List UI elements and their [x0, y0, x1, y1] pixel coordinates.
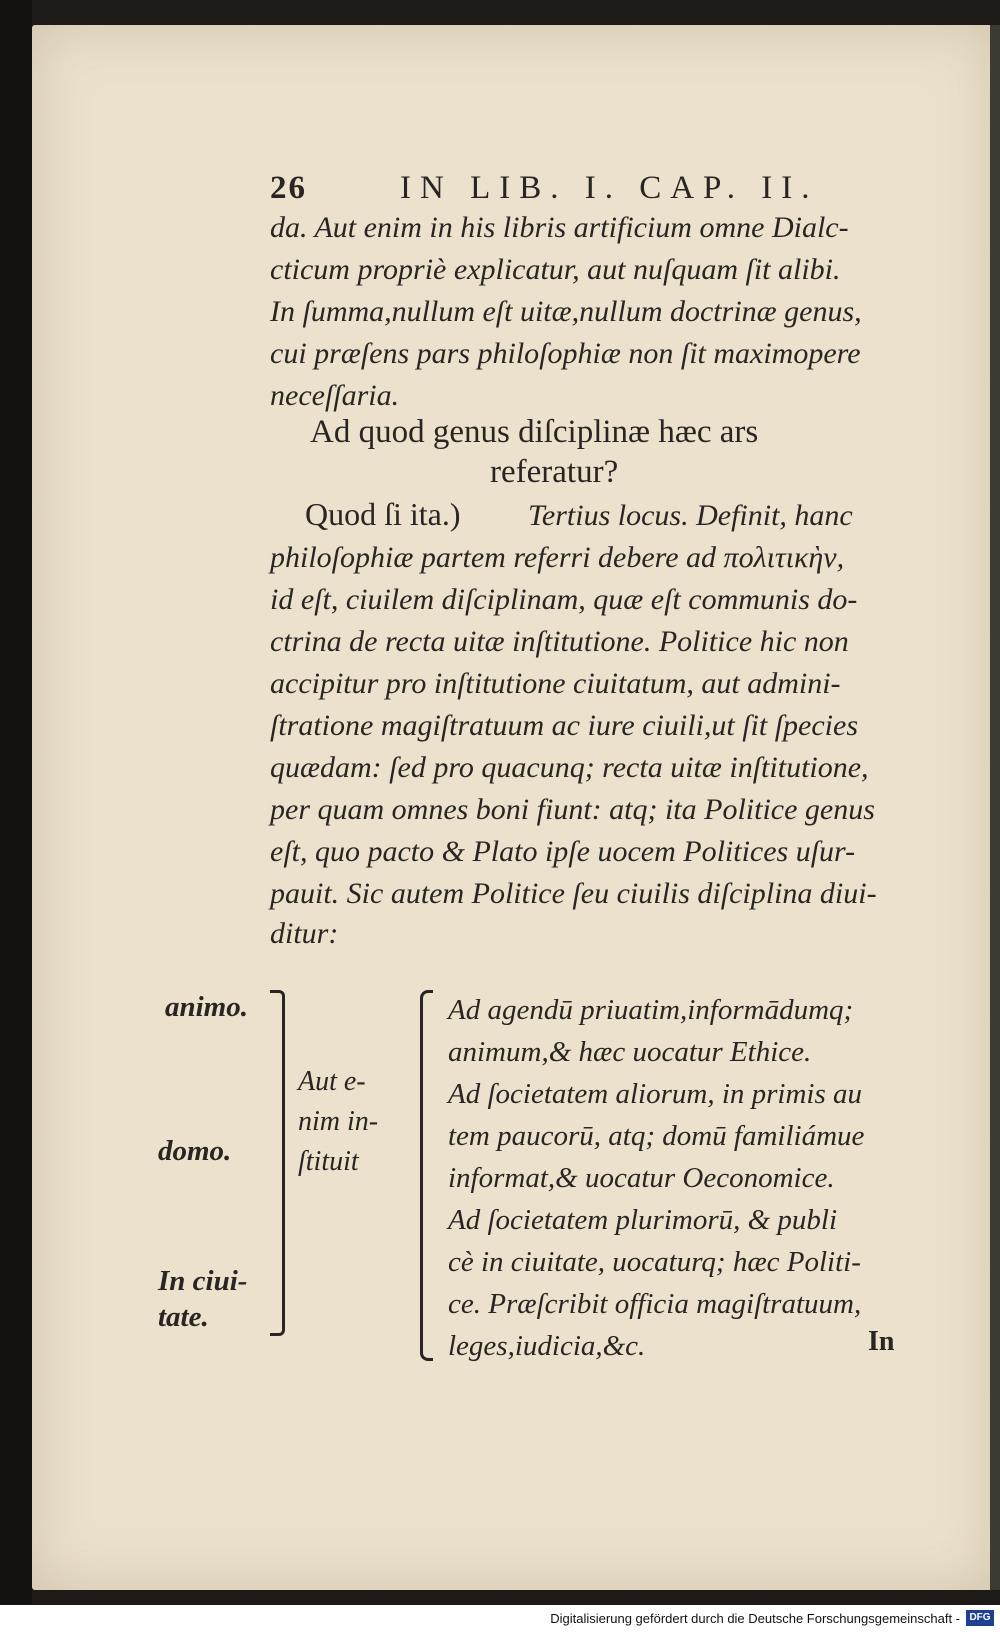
page-edge [990, 25, 1000, 1590]
text-line: id eſt, ciuilem diſciplinam, quæ eſt communis do- [270, 583, 858, 616]
running-head: IN LIB. I. CAP. II. [400, 170, 819, 206]
text-line: quædam: ſed pro quacunq; recta uitæ inſtitutione, [270, 751, 869, 784]
division-item-oeconomice: Ad ſocietatem aliorum, in primis au [448, 1078, 863, 1110]
digitization-credit: Digitalisierung gefördert durch die Deutsche Forschungsgemeinschaft - [550, 1611, 960, 1626]
section-heading-cont: referatur? [490, 454, 619, 490]
text-line: pauit. Sic autem Politice ſeu ciuilis diſciplina diui- [270, 877, 877, 910]
division-item-oeconomice-cont: informat,& uocatur Oeconomice. [448, 1162, 835, 1194]
division-item-ethice-cont: animum,& hæc uocatur Ethice. [448, 1036, 812, 1068]
division-label-animo: animo. [165, 991, 248, 1023]
section-heading: Ad quod genus diſciplinæ hæc ars [310, 414, 759, 450]
left-bracket [270, 990, 285, 1336]
division-item-politice-cont: ce. Præſcribit officia magiſtratuum, [448, 1288, 862, 1320]
division-item-politice-cont: leges,iudicia,&c. [448, 1330, 646, 1362]
text-line: eſt, quo pacto & Plato ipſe uocem Politices uſur- [270, 835, 856, 868]
text-line: In ſumma,nullum eſt uitæ,nullum doctrinæ genus, [270, 295, 862, 328]
right-brace [420, 990, 433, 1361]
division-label-civitate: In ciui- [158, 1265, 248, 1297]
text-line: da. Aut enim in his libris artificium omne Dialc- [270, 211, 849, 244]
middle-line: nim in- [298, 1106, 379, 1137]
division-middle [298, 1062, 378, 1182]
division-item-ethice: Ad agendū priuatim,informādumq; [448, 994, 854, 1026]
division-label-domo: domo. [158, 1135, 232, 1167]
text-line: neceſſaria. [270, 379, 400, 412]
lemma: Quod ſi ita.) [305, 496, 461, 532]
text-line: cui præſens pars philoſophiæ non ſit maximopere [270, 337, 861, 370]
text-line: ditur: [270, 917, 339, 950]
book-gutter [0, 0, 32, 1635]
catchword: In [868, 1326, 895, 1357]
middle-line: Aut e- [298, 1066, 366, 1097]
text-line: ſtratione magiſtratuum ac iure ciuili,ut ſit ſpecies [270, 709, 858, 742]
division-item-politice-cont: cè in ciuitate, uocaturq; hæc Politi- [448, 1246, 861, 1278]
text-line: per quam omnes boni fiunt: atq; ita Politice genus [270, 793, 875, 826]
division-label-civitate-cont: tate. [158, 1301, 209, 1333]
dfg-logo-icon: DFG [966, 1610, 994, 1626]
division-item-politice: Ad ſocietatem plurimorū, & publi [448, 1204, 838, 1236]
middle-line: ſtituit [298, 1146, 359, 1177]
division-item-oeconomice-cont: tem paucorū, atq; domū familiámue [448, 1120, 865, 1152]
text-line: cticum propriè explicatur, aut nuſquam ſit alibi. [270, 253, 841, 286]
text-line: philoſophiæ partem referri debere ad πολιτικὴν, [270, 541, 845, 574]
text-line: ctrina de recta uitæ inſtitutione. Politice hic non [270, 625, 849, 658]
text-line: accipitur pro inſtitutione ciuitatum, aut admini- [270, 667, 841, 700]
text-line: Tertius locus. Definit, hanc [528, 499, 853, 532]
page-number: 26 [270, 170, 307, 206]
